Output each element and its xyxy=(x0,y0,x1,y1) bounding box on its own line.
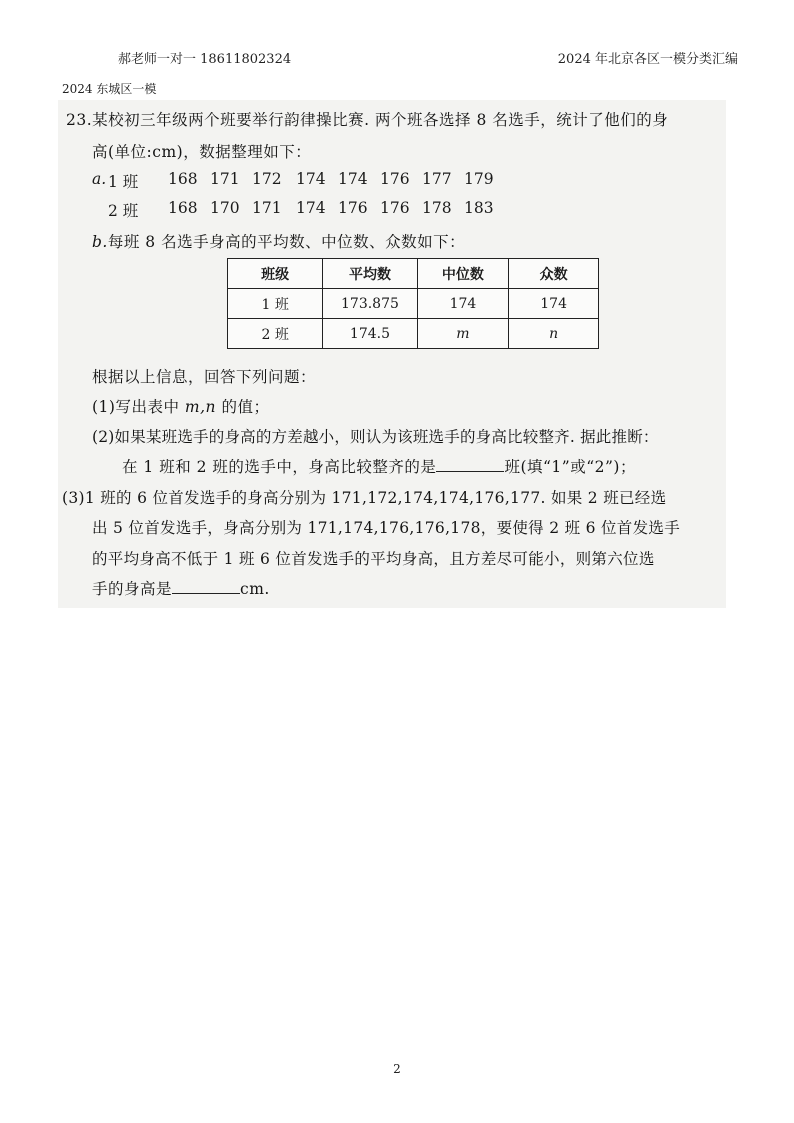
table-cell: 174 xyxy=(509,289,599,319)
table-cell-mode-n: n xyxy=(509,319,599,349)
answer-blank-q2[interactable] xyxy=(436,457,504,472)
sub-question-2-line1: (2)如果某班选手的身高的方差越小，则认为该班选手的身高比较整齐. 据此推断： xyxy=(92,428,659,446)
part-b-label: b. xyxy=(92,233,108,251)
table-row xyxy=(228,319,599,349)
table-cell: 174 xyxy=(417,289,509,319)
q1-variables: m,n xyxy=(184,398,217,416)
class2-height-value: 168 xyxy=(168,199,198,217)
class1-height-value: 168 xyxy=(168,170,198,188)
sub-question-2-line2: 在 1 班和 2 班的选手中，身高比较整齐的是 班(填“1”或“2”)； xyxy=(122,458,636,476)
class2-height-value: 171 xyxy=(252,199,282,217)
sub-question-1: (1)写出表中 m,n 的值； xyxy=(92,398,270,416)
class2-label: 2 班 xyxy=(108,202,139,220)
page-number: 2 xyxy=(393,1062,401,1076)
class1-height-value: 174 xyxy=(296,170,326,188)
class1-height-value: 179 xyxy=(464,170,494,188)
class2-height-value: 183 xyxy=(464,199,494,217)
class2-height-value: 176 xyxy=(338,199,368,217)
exam-source-tag: 2024 东城区一模 xyxy=(62,82,157,96)
table-row xyxy=(228,289,599,319)
sub-question-3-line3: 的平均身高不低于 1 班 6 位首发选手的平均身高，且方差尽可能小，则第六位选 xyxy=(92,550,655,568)
sub-question-3-line2: 出 5 位首发选手，身高分别为 171,174,176,176,178，要使得 2 班 6 位首发选手 xyxy=(92,519,681,537)
class2-data-row xyxy=(92,199,532,219)
sub-question-3-line4: 手的身高是 cm. xyxy=(92,580,270,598)
class2-height-value: 170 xyxy=(210,199,240,217)
table-cell: 174.5 xyxy=(323,319,417,349)
header-tutor-contact: 郝老师一对一 18611802324 xyxy=(118,52,292,67)
class1-height-value: 172 xyxy=(252,170,282,188)
class1-data-row xyxy=(92,170,532,190)
class1-height-value: 171 xyxy=(210,170,240,188)
table-cell-median-m: m xyxy=(417,319,509,349)
table-header-cell: 众数 xyxy=(509,259,599,289)
header-collection-title: 2024 年北京各区一模分类汇编 xyxy=(557,52,738,67)
class1-height-value: 177 xyxy=(422,170,452,188)
table-header-cell: 平均数 xyxy=(323,259,417,289)
question-stem-line2: 高(单位:cm)，数据整理如下： xyxy=(92,143,312,161)
class2-height-value: 174 xyxy=(296,199,326,217)
table-header-row xyxy=(228,259,599,289)
statistics-table xyxy=(227,258,599,349)
table-cell: 2 班 xyxy=(228,319,323,349)
sub-question-3-line1: (3)1 班的 6 位首发选手的身高分别为 171,172,174,174,176,177. 如果 2 班已经选 xyxy=(62,489,667,507)
table-header-cell: 班级 xyxy=(228,259,323,289)
class2-height-value: 178 xyxy=(422,199,452,217)
class2-height-value: 176 xyxy=(380,199,410,217)
table-cell: 173.875 xyxy=(323,289,417,319)
page-header xyxy=(118,48,738,68)
answer-blank-q3[interactable] xyxy=(172,579,240,594)
instruction-line: 根据以上信息，回答下列问题： xyxy=(92,368,317,386)
class1-label: 1 班 xyxy=(108,173,139,191)
class1-height-value: 176 xyxy=(380,170,410,188)
question-number: 23. xyxy=(66,111,93,129)
part-a-label: a. xyxy=(92,170,107,188)
part-b-line: b.每班 8 名选手身高的平均数、中位数、众数如下： xyxy=(92,233,466,251)
class1-height-value: 174 xyxy=(338,170,368,188)
table-header-cell: 中位数 xyxy=(417,259,509,289)
question-stem-line1: 23.某校初三年级两个班要举行韵律操比赛. 两个班各选择 8 名选手，统计了他们的身 xyxy=(66,111,669,129)
table-cell: 1 班 xyxy=(228,289,323,319)
